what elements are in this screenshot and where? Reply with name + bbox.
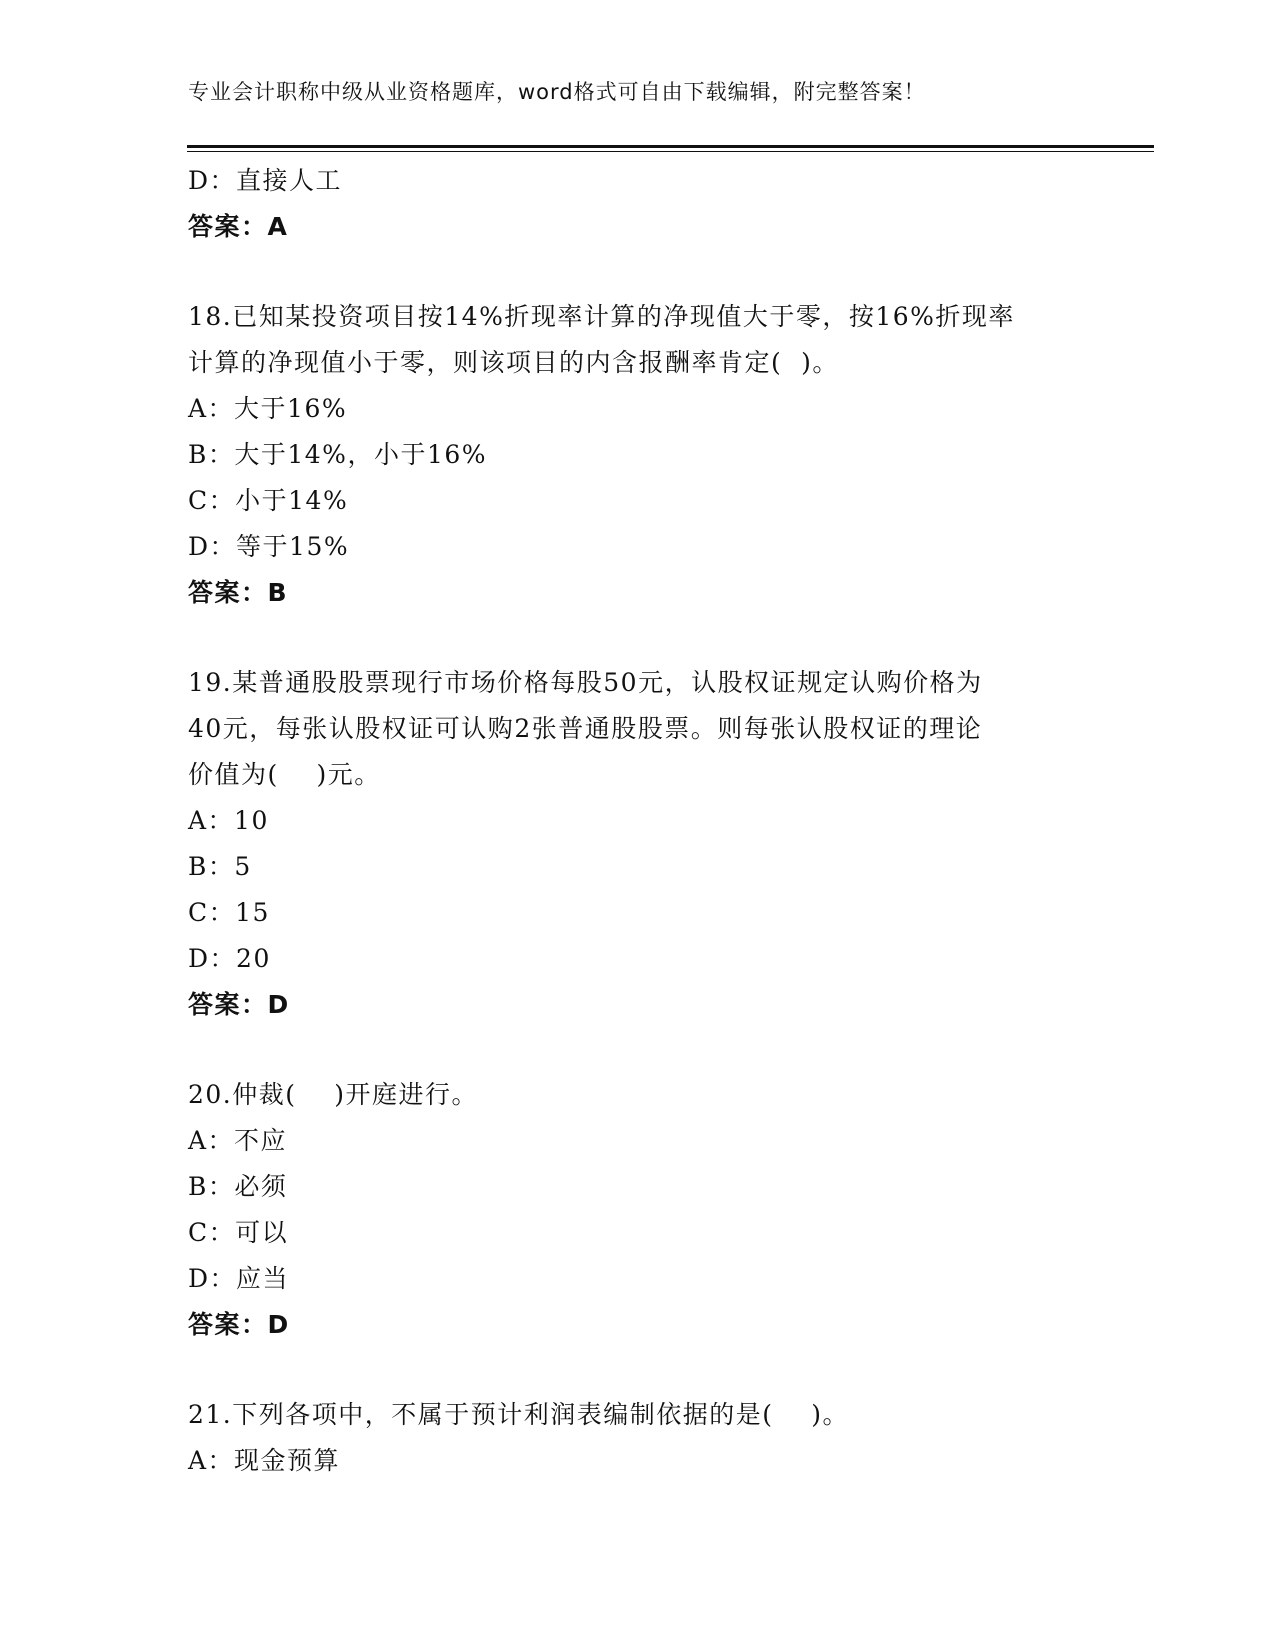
option-d: D：20 [188,944,271,973]
option-d: D：应当 [188,1264,290,1293]
question-stem-line: 价值为( )元。 [188,760,381,789]
answer: 答案：D [188,990,290,1019]
question-stem-line: 21.下列各项中，不属于预计利润表编制依据的是( )。 [188,1400,850,1429]
header-rule-thick [187,145,1154,148]
option-b: B：大于14%，小于16% [188,440,488,469]
option-a: A：10 [188,806,269,835]
header-rule-thin [187,151,1154,152]
question-stem-line: 40元，每张认股权证可认购2张普通股股票。则每张认股权证的理论 [188,714,983,743]
option-a: A：现金预算 [188,1446,341,1475]
document-body [188,158,1088,1484]
option-c: C：小于14% [188,486,349,515]
question-19 [188,660,1088,1028]
option-a: A：不应 [188,1126,288,1155]
option-d: D：等于15% [188,532,350,561]
option-a: A：大于16% [188,394,348,423]
question-stem-line: 18.已知某投资项目按14%折现率计算的净现值大于零，按16%折现率 [188,302,1015,331]
answer: 答案：A [188,212,289,241]
option-b: B：5 [188,852,252,881]
option-c: C：15 [188,898,270,927]
option-d: D：直接人工 [188,166,343,195]
answer: 答案：D [188,1310,290,1339]
question-stem-line: 计算的净现值小于零，则该项目的内含报酬率肯定( )。 [188,348,839,377]
option-c: C：可以 [188,1218,289,1247]
question-stem-line: 20.仲裁( )开庭进行。 [188,1080,479,1109]
answer: 答案：B [188,578,289,607]
option-b: B：必须 [188,1172,288,1201]
page-header: 专业会计职称中级从业资格题库，word格式可自由下载编辑，附完整答案！ [188,80,926,104]
question-21 [188,1392,1088,1484]
question-stem-line: 19.某普通股股票现行市场价格每股50元，认股权证规定认购价格为 [188,668,983,697]
question-20 [188,1072,1088,1348]
question-18 [188,294,1088,616]
